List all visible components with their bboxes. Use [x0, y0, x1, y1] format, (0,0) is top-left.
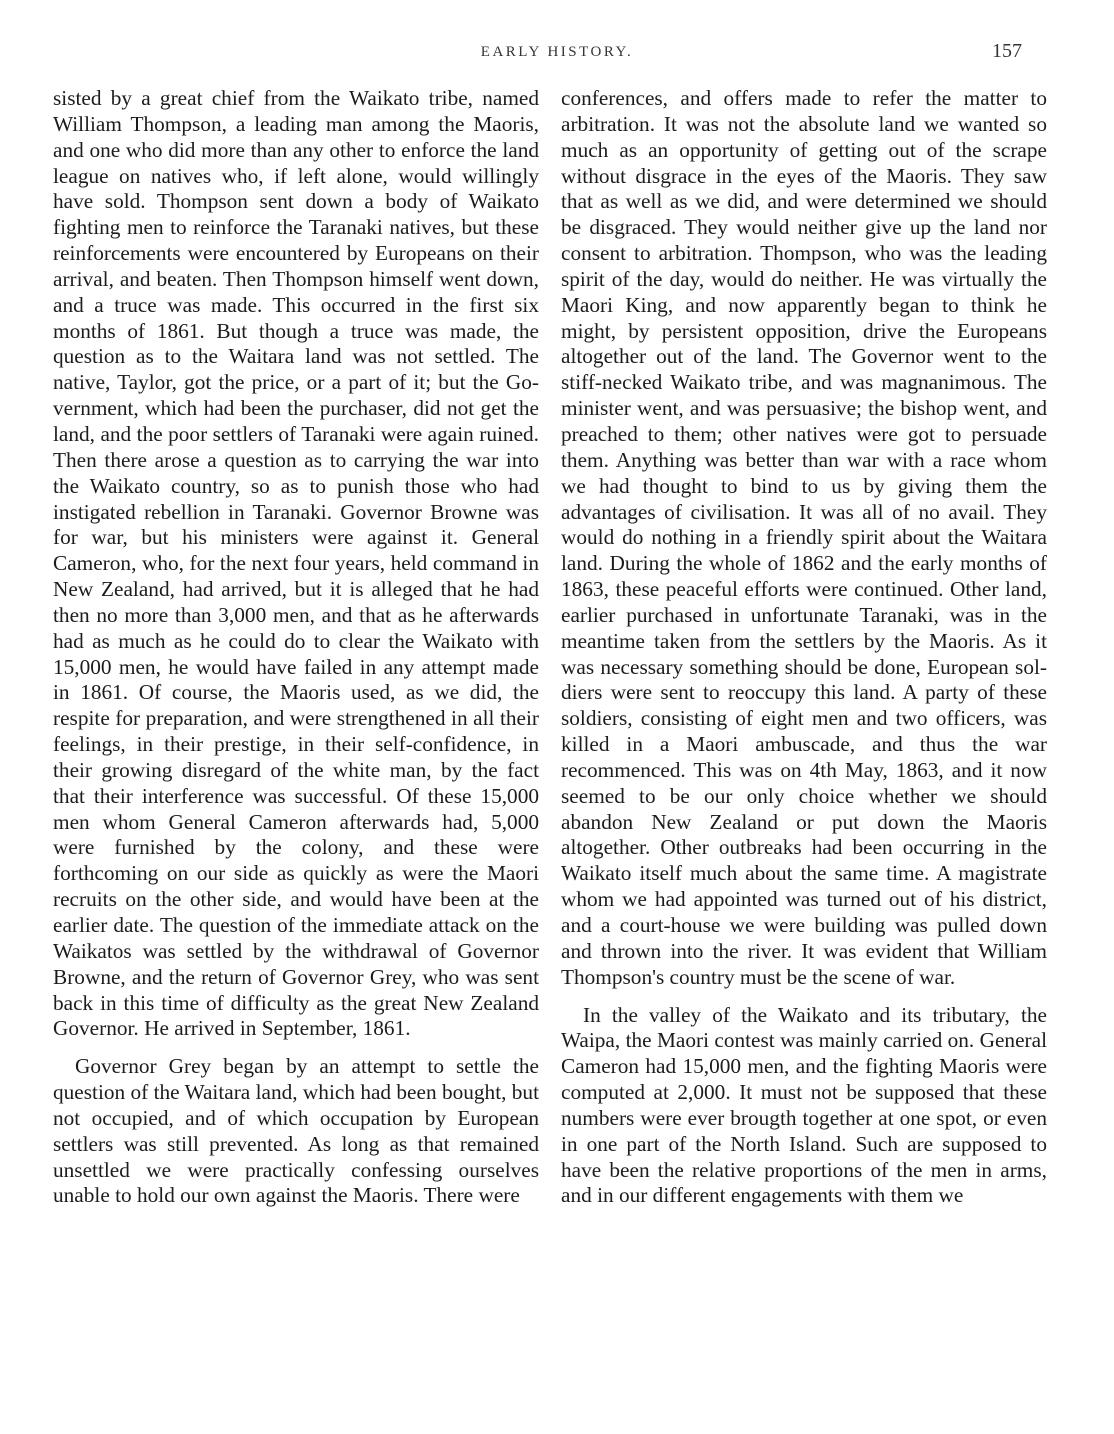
page-header	[0, 40, 1114, 74]
paragraph: sisted by a great chief from the Waikato tribe, named William Thompson, a leading man among the Maoris, and one who did more than any other to enforce the land league on natives who, if left alone, would willingly have sold. Thompson sent down a body of Waikato fighting men to reinforce the Taranaki natives, but these reinforcements were encountered by Europeans on their arrival, and beaten. Then Thompson himself went down, and a truce was made. This occurred in the first six months of 1861. But though a truce was made, the question as to the Waitara land was not settled. The native, Taylor, got the price, or a part of it; but the Government, which had been the purchaser, did not get the land, and the poor settlers of Taranaki were again ruined. Then there arose a question as to carrying the war into the Waikato country, so as to punish those who had instigated rebellion in Taranaki. Governor Browne was for war, but his ministers were against it. General Cameron, who, for the next four years, held command in New Zealand, had arrived, but it is alleged that he had then no more than 3,000 men, and that as he afterwards had as much as he could do to clear the Waikato with 15,000 men, he would have failed in any attempt made in 1861. Of course, the Maoris used, as we did, the respite for preparation, and were strengthened in all their feelings, in their prestige, in their self-confidence, in their growing disregard of the white man, by the fact that their interference was successful. Of these 15,000 men whom General Cameron afterwards had, 5,000 were furnished by the colony, and these were forthcoming on our side as quickly as were the Maori recruits on the other side, and would have been at the earlier date. The question of the immediate attack on the Waikatos was settled by the withdrawal of Governor Browne, and the return of Governor Grey, who was sent back in this time of difficulty as the great New Zealand Governor. He arrived in September, 1861.	[53, 86, 539, 1041]
paragraph: Governor Grey began by an attempt to settle the question of the Waitara land, which had been bought, but not occupied, and of which occupation by European settlers was still prevented. As long as that remained unsettled we were practically confessing ourselves unable to hold our own against the Maoris. There were	[53, 1054, 539, 1208]
page-number: 157	[992, 40, 1022, 62]
left-column	[53, 86, 539, 1209]
paragraph: conferences, and offers made to refer the matter to arbitration. It was not the absolute land we wanted so much as an opportunity of getting out of the scrape without disgrace in the eyes of the Maoris. They saw that as well as we did, and were determined we should be disgraced. They would neither give up the land nor consent to arbitration. Thompson, who was the leading spirit of the day, would do neither. He was virtually the Maori King, and now apparently began to think he might, by persistent opposition, drive the Europeans altogether out of the land. The Governor went to the stiff-necked Waikato tribe, and was magnanimous. The minister went, and was persuasive; the bishop went, and preached to them; other natives were got to persuade them. Anything was better than war with a race whom we had thought to bind to us by giving them the advantages of civilisation. It was all of no avail. They would do nothing in a friendly spirit about the Waitara land. During the whole of 1862 and the early months of 1863, these peaceful efforts were continued. Other land, earlier purchased in unfortunate Taranaki, was in the meantime taken from the settlers by the Maoris. As it was necessary something should be done, European soldiers were sent to reoccupy this land. A party of these soldiers, consisting of eight men and two officers, was killed in a Maori ambuscade, and thus the war recommenced. This was on 4th May, 1863, and it now seemed to be our only choice whether we should abandon New Zealand or put down the Maoris altogether. Other outbreaks had been occurring in the Waikato itself much about the same time. A magistrate whom we had appointed was turned out of his district, and a court-house we were building was pulled down and thrown into the river. It was evident that William Thompson's country must be the scene of war.	[561, 86, 1047, 989]
running-head: EARLY HISTORY.	[480, 44, 634, 60]
right-column	[561, 86, 1047, 1209]
paragraph: In the valley of the Waikato and its tributary, the Waipa, the Maori contest was mainly carried on. General Cameron had 15,000 men, and the fighting Maoris were computed at 2,000. It must not be supposed that these numbers were ever brougth together at one spot, or even in one part of the North Island. Such are supposed to have been the relative proportions of the men in arms, and in our different engagements with them we	[561, 1002, 1047, 1208]
